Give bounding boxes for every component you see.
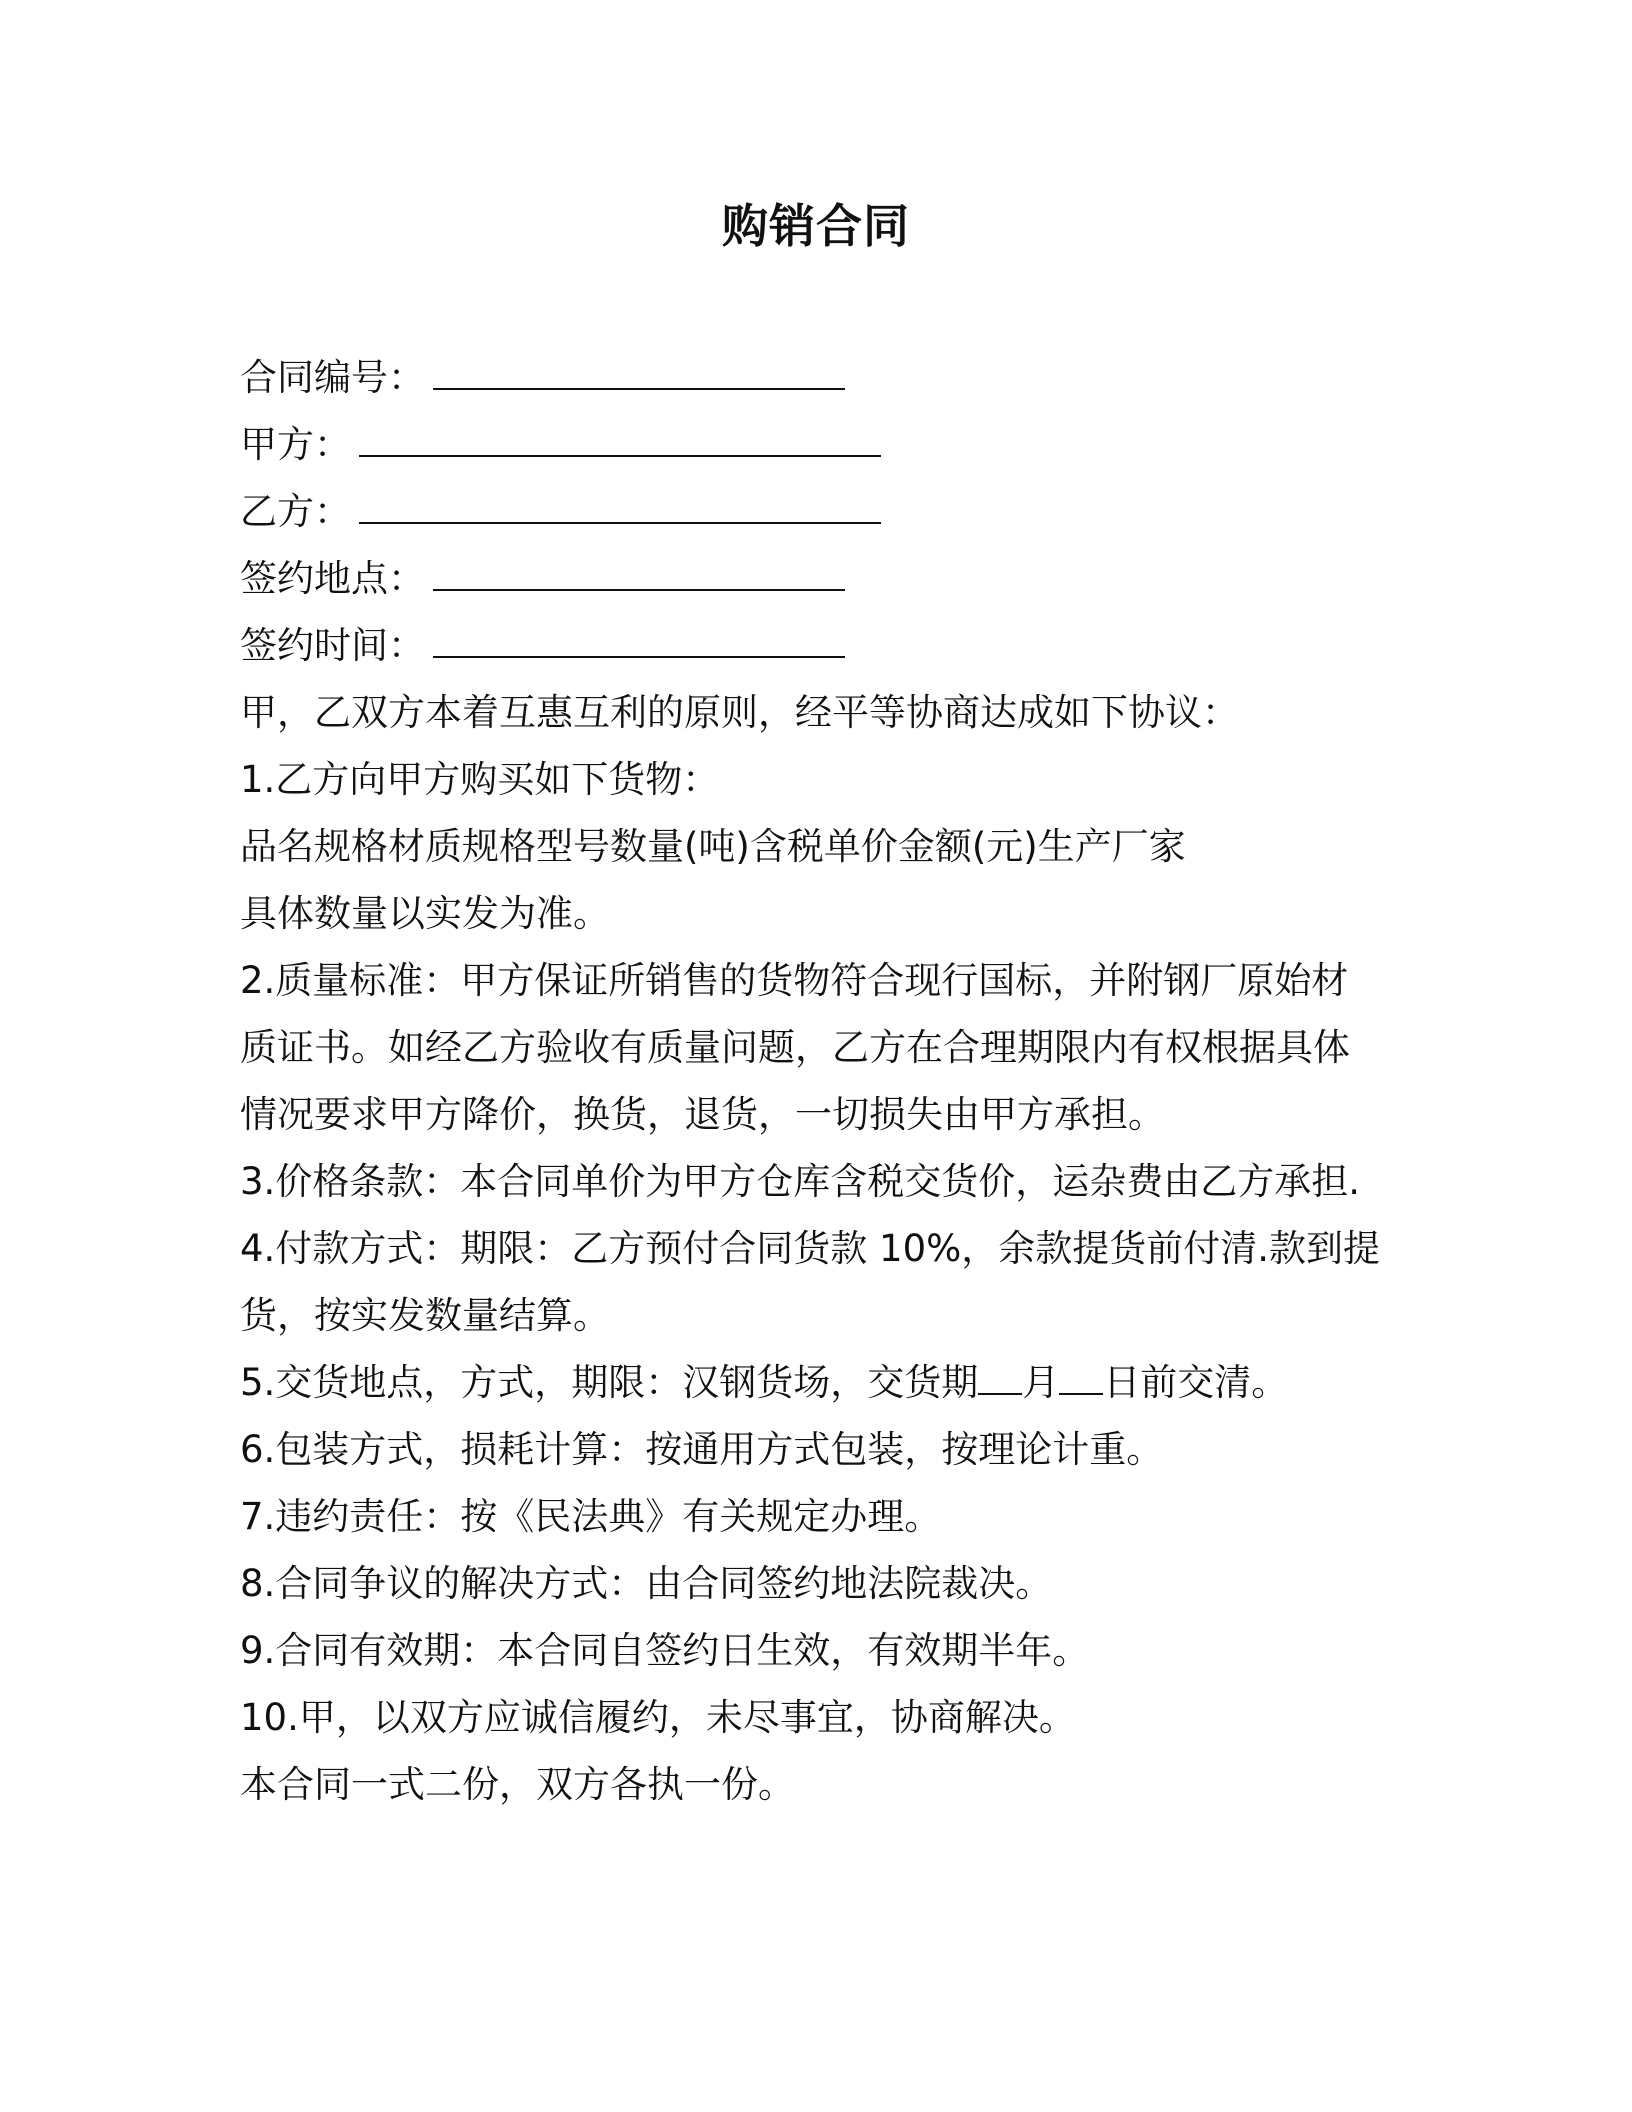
- clause-1-title: 1.乙方向甲方购买如下货物：: [240, 758, 720, 801]
- field-party-a: [240, 411, 1400, 478]
- clause-7: 7.违约责任：按《民法典》有关规定办理。: [240, 1495, 942, 1538]
- field-party-b: [240, 478, 1400, 545]
- clause-6: 6.包装方式，损耗计算：按通用方式包装，按理论计重。: [240, 1428, 1164, 1471]
- clause-5-month: 月: [1022, 1361, 1060, 1404]
- clause-3: 3.价格条款：本合同单价为甲方仓库含税交货价，运杂费由乙方承担.: [240, 1160, 1361, 1203]
- blank-line: [359, 425, 881, 457]
- document-body: [240, 344, 1400, 1818]
- field-signing-time: [240, 612, 1400, 679]
- document-title: 购销合同: [722, 199, 910, 253]
- quantity-note: 具体数量以实发为准。: [240, 892, 610, 935]
- clause-5-suffix: 日前交清。: [1103, 1361, 1289, 1404]
- blank-line: [433, 358, 845, 390]
- clause-2-line-1: 2.质量标准：甲方保证所销售的货物符合现行国标，并附钢厂原始材: [240, 959, 1349, 1002]
- field-contract-number: [240, 344, 1400, 411]
- clause-4-line-2: 货，按实发数量结算。: [240, 1294, 610, 1337]
- clause-2-line-3: 情况要求甲方降价，换货，退货，一切损失由甲方承担。: [240, 1093, 1165, 1136]
- clause-5: [240, 1349, 1400, 1416]
- clause-9: 9.合同有效期：本合同自签约日生效，有效期半年。: [240, 1629, 1090, 1672]
- field-label: 甲方：: [240, 423, 351, 466]
- blank-line: [433, 626, 845, 658]
- field-signing-place: [240, 545, 1400, 612]
- day-blank: [1059, 1365, 1103, 1395]
- field-label: 合同编号：: [240, 356, 425, 399]
- blank-line: [359, 492, 881, 524]
- goods-header: 品名规格材质规格型号数量(吨)含税单价金额(元)生产厂家: [240, 825, 1186, 868]
- field-label: 签约地点：: [240, 557, 425, 600]
- clause-2-line-2: 质证书。如经乙方验收有质量问题，乙方在合理期限内有权根据具体: [240, 1026, 1350, 1069]
- field-label: 乙方：: [240, 490, 351, 533]
- clause-8: 8.合同争议的解决方式：由合同签约地法院裁决。: [240, 1562, 1053, 1605]
- intro-paragraph: 甲，乙双方本着互惠互利的原则，经平等协商达成如下协议：: [240, 691, 1239, 734]
- field-label: 签约时间：: [240, 624, 425, 667]
- clause-4-line-1: 4.付款方式：期限：乙方预付合同货款 10%，余款提货前付清.款到提: [240, 1227, 1381, 1270]
- clause-5-prefix: 5.交货地点，方式，期限：汉钢货场，交货期: [240, 1361, 979, 1404]
- closing-statement: 本合同一式二份，双方各执一份。: [240, 1763, 795, 1806]
- month-blank: [978, 1365, 1022, 1395]
- blank-line: [433, 559, 845, 591]
- clause-10: 10.甲，以双方应诚信履约，未尽事宜，协商解决。: [240, 1696, 1076, 1739]
